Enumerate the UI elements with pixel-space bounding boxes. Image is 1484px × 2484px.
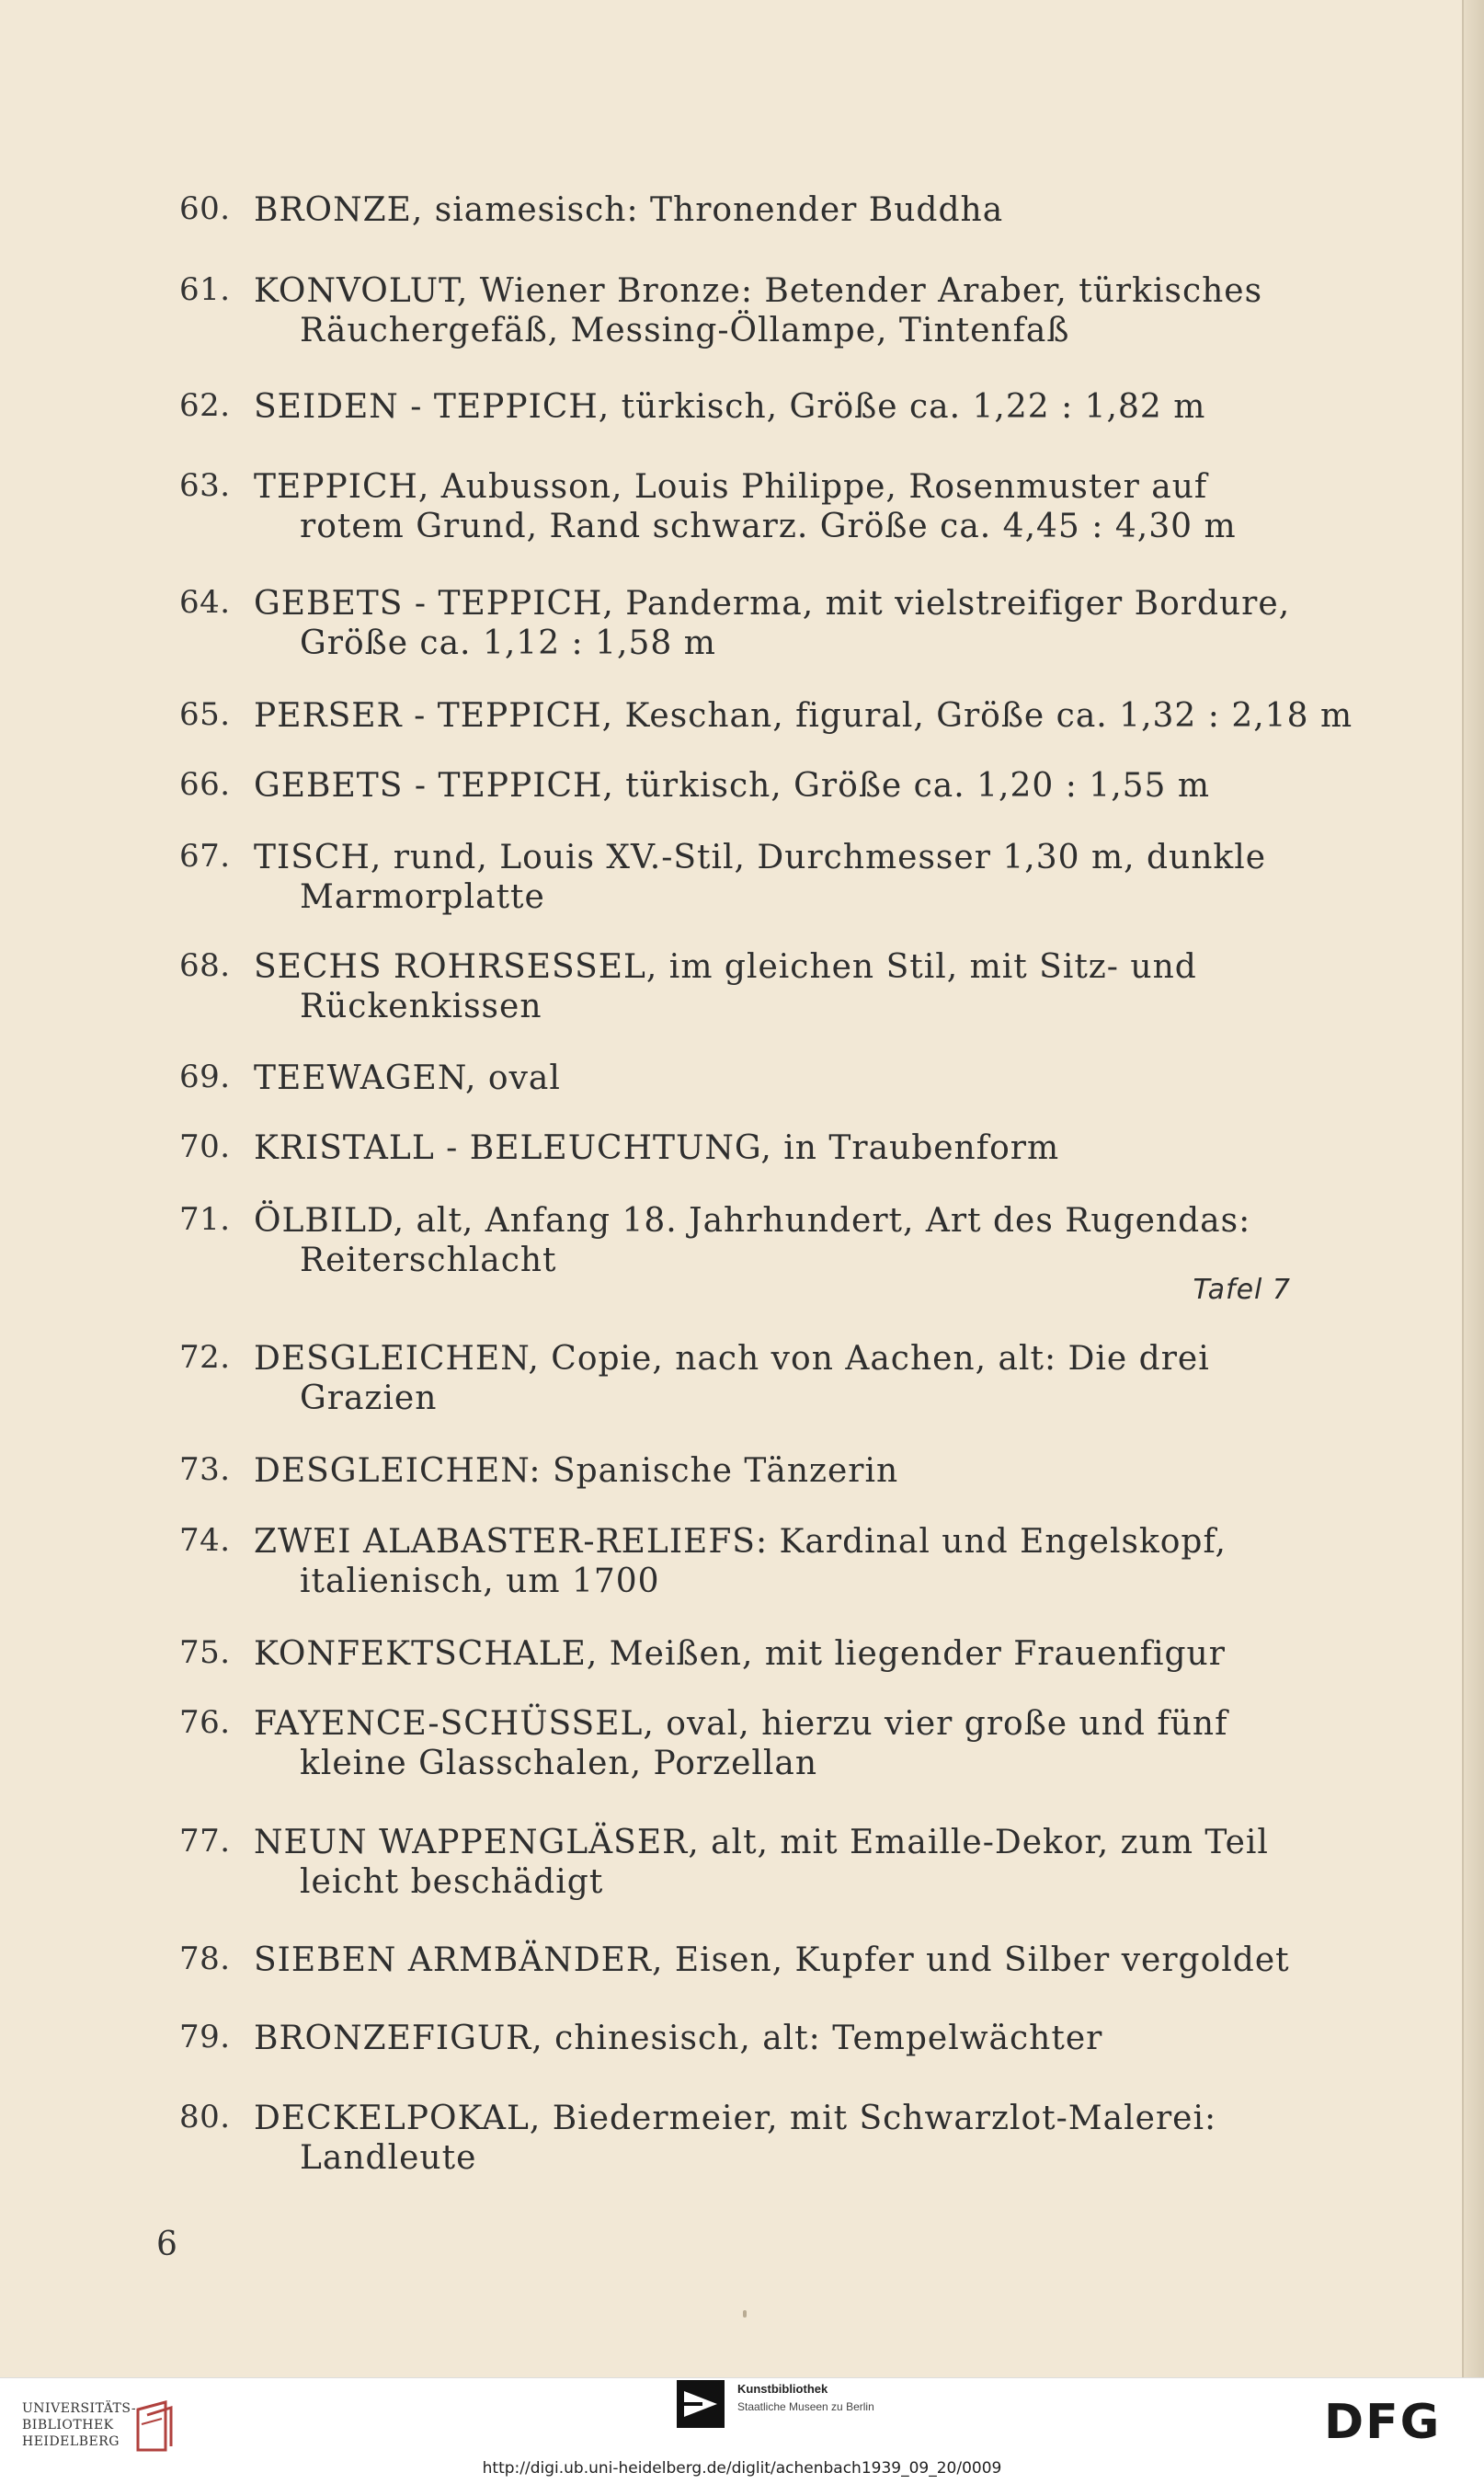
entry-number: 61.: [179, 271, 231, 308]
entry-number: 79.: [179, 2019, 231, 2055]
entry-text: [254, 696, 1353, 736]
ub-line: UNIVERSITÄTS-: [22, 2401, 137, 2416]
entry-number: 68.: [179, 947, 231, 984]
entry-line: ZWEI ALABASTER-RELIEFS: Kardinal und Engelskopf,: [254, 1523, 1227, 1561]
entry-number: 70.: [179, 1128, 231, 1165]
ub-line: BIBLIOTHEK: [22, 2418, 114, 2432]
entry-line: rotem Grund, Rand schwarz. Größe ca. 4,45 : 4,30 m: [300, 508, 1237, 545]
entry-line: KONVOLUT, Wiener Bronze: Betender Araber, türkisches: [254, 272, 1263, 310]
plate-reference: Tafel 7: [1193, 1274, 1291, 1306]
entry-text: [254, 838, 1291, 917]
entry-number: 75.: [179, 1634, 231, 1671]
entry-line: KRISTALL - BELEUCHTUNG, in Traubenform: [254, 1129, 1060, 1167]
source-url[interactable]: http://digi.ub.uni-heidelberg.de/diglit/achenbach1939_09_20/0009: [482, 2459, 1002, 2478]
entry-number: 78.: [179, 1940, 231, 1977]
entry-number: 63.: [179, 467, 231, 504]
kunstbibliothek-subtitle: Staatliche Museen zu Berlin: [737, 2400, 874, 2413]
entry-line: Räuchergefäß, Messing-Öllampe, Tintenfaß: [300, 312, 1070, 349]
entry-number: 67.: [179, 838, 231, 875]
entry-number: 71.: [179, 1201, 231, 1238]
entry-number: 80.: [179, 2099, 231, 2135]
entry-text: [254, 387, 1291, 427]
entry-line: Grazien: [300, 1379, 438, 1417]
entry-line: TEEWAGEN, oval: [254, 1059, 561, 1097]
kunstbibliothek-name: Kunstbibliothek: [737, 2382, 828, 2396]
entry-line: leicht beschädigt: [300, 1863, 604, 1901]
entry-line: Rückenkissen: [300, 988, 542, 1025]
entry-line: BRONZE, siamesisch: Thronender Buddha: [254, 191, 1004, 229]
entry-line: SIEBEN ARMBÄNDER, Eisen, Kupfer und Silber vergoldet: [254, 1941, 1290, 1979]
entry-number: 72.: [179, 1339, 231, 1376]
entry-text: [254, 1704, 1291, 1783]
entry-line: TEPPICH, Aubusson, Louis Philippe, Rosenmuster auf: [254, 468, 1208, 506]
entry-line: kleine Glasschalen, Porzellan: [300, 1745, 818, 1782]
entry-number: 66.: [179, 766, 231, 803]
entry-line: TISCH, rund, Louis XV.-Stil, Durchmesser 1,30 m, dunkle: [254, 839, 1267, 876]
entry-text: [254, 1522, 1291, 1601]
entry-line: DESGLEICHEN, Copie, nach von Aachen, alt: Die drei: [254, 1340, 1210, 1378]
paper-speck: [743, 2310, 747, 2318]
entry-number: 77.: [179, 1823, 231, 1860]
entry-line: Reiterschlacht: [300, 1242, 557, 1279]
entry-number: 69.: [179, 1059, 231, 1095]
entry-text: [254, 1940, 1291, 1980]
entry-number: 76.: [179, 1704, 231, 1741]
entry-text: [254, 467, 1291, 546]
footer-bar: [0, 2377, 1484, 2484]
entry-line: Landleute: [300, 2139, 477, 2177]
entry-text: [254, 1128, 1291, 1168]
entry-text: [254, 1339, 1291, 1418]
entry-text: [254, 1451, 1291, 1491]
entry-number: 64.: [179, 584, 231, 621]
entry-text: [254, 766, 1291, 806]
entry-text: [254, 947, 1291, 1026]
entry-number: 73.: [179, 1451, 231, 1488]
entry-text: [254, 584, 1291, 663]
entry-line: DECKELPOKAL, Biedermeier, mit Schwarzlot-Malerei:: [254, 2100, 1217, 2137]
entry-line: italienisch, um 1700: [300, 1563, 660, 1600]
entry-number: 60.: [179, 190, 231, 227]
entry-line: Größe ca. 1,12 : 1,58 m: [300, 624, 716, 662]
entry-text: [254, 2019, 1291, 2058]
entry-line: GEBETS - TEPPICH, Panderma, mit vielstreifiger Bordure,: [254, 585, 1291, 623]
entry-number: 62.: [179, 387, 231, 424]
entry-text: [254, 1059, 1291, 1098]
entry-line: FAYENCE-SCHÜSSEL, oval, hierzu vier große und fünf: [254, 1705, 1228, 1743]
ub-heidelberg-wordmark: [22, 2400, 136, 2450]
entry-line: BRONZEFIGUR, chinesisch, alt: Tempelwächter: [254, 2020, 1103, 2057]
dfg-logo: DFG: [1324, 2395, 1442, 2450]
entry-line: GEBETS - TEPPICH, türkisch, Größe ca. 1,20 : 1,55 m: [254, 767, 1211, 805]
entry-number: 65.: [179, 696, 231, 733]
ub-heidelberg-logo-icon: [129, 2397, 180, 2455]
entry-text: [254, 1823, 1291, 1902]
entry-text: [254, 1634, 1291, 1674]
page-number: 6: [156, 2226, 177, 2263]
entry-line: Marmorplatte: [300, 878, 545, 916]
kunstbibliothek-logo-icon: [677, 2380, 725, 2428]
entry-text: [254, 190, 1291, 230]
entry-line: PERSER - TEPPICH, Keschan, figural, Größe ca. 1,32 : 2,18 m: [254, 697, 1353, 735]
entry-text: [254, 271, 1291, 350]
entry-line: KONFEKTSCHALE, Meißen, mit liegender Frauenfigur: [254, 1635, 1226, 1673]
entry-line: SECHS ROHRSESSEL, im gleichen Stil, mit Sitz- und: [254, 948, 1197, 986]
entry-line: NEUN WAPPENGLÄSER, alt, mit Emaille-Dekor, zum Teil: [254, 1824, 1269, 1861]
entry-line: DESGLEICHEN: Spanische Tänzerin: [254, 1452, 899, 1490]
entry-line: SEIDEN - TEPPICH, türkisch, Größe ca. 1,22 : 1,82 m: [254, 388, 1206, 426]
entry-text: [254, 2099, 1291, 2178]
entry-text: [254, 1201, 1291, 1280]
ub-line: HEIDELBERG: [22, 2434, 120, 2449]
entry-number: 74.: [179, 1522, 231, 1559]
entry-line: ÖLBILD, alt, Anfang 18. Jahrhundert, Art des Rugendas:: [254, 1202, 1251, 1240]
